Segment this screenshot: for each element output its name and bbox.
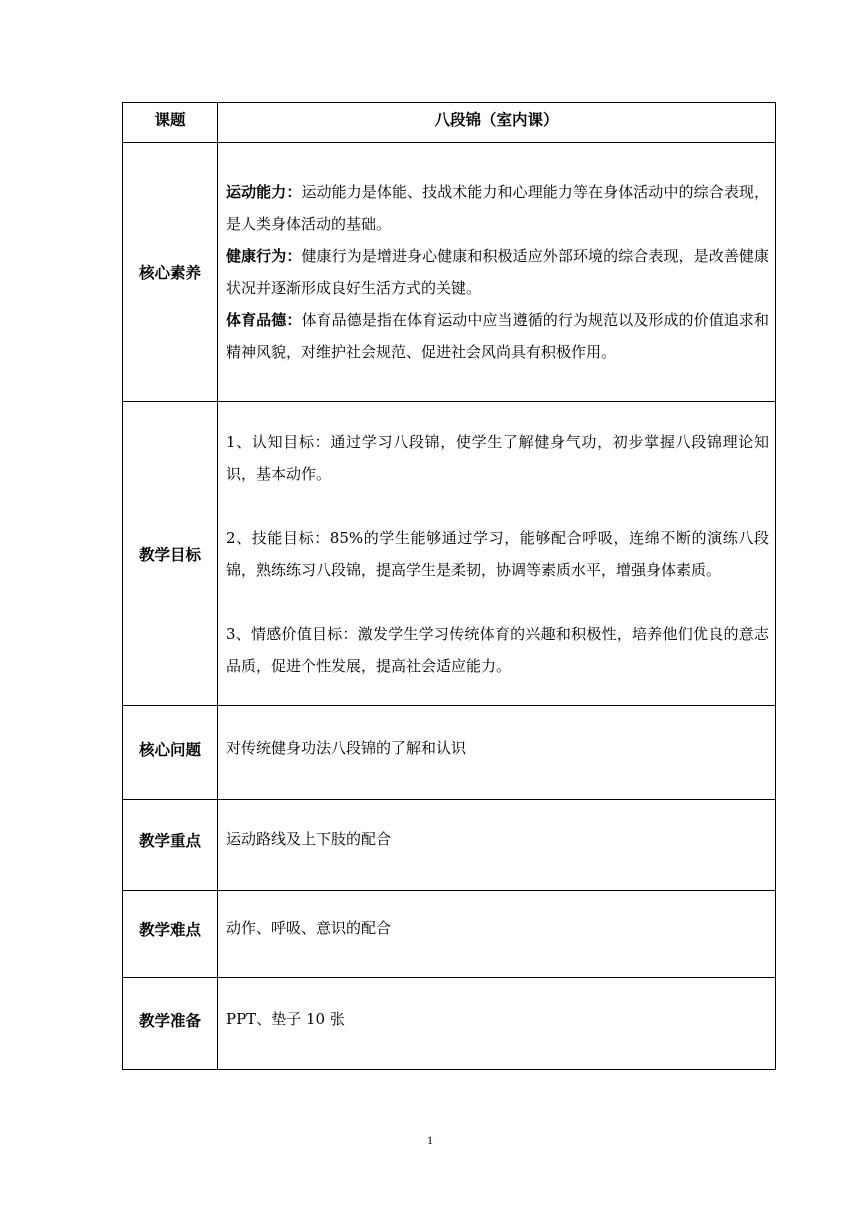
table-row-core-literacy bbox=[123, 143, 776, 402]
literacy-text: 体育品德是指在体育运动中应当遵循的行为规范以及形成的价值追求和精神风貌，对维护社会规范、促进社会风尚具有积极作用。 bbox=[226, 311, 769, 361]
goal-cognitive: 1、认知目标：通过学习八段锦，使学生了解健身气功，初步掌握八段锦理论知识，基本动作。 bbox=[226, 432, 769, 483]
table-row-core-question bbox=[123, 706, 776, 800]
literacy-text: 运动能力是体能、技战术能力和心理能力等在身体活动中的综合表现，是人类身体活动的基础。 bbox=[226, 183, 769, 233]
preparation-label: 教学准备 bbox=[123, 978, 218, 1070]
literacy-term: 健康行为： bbox=[226, 247, 302, 265]
spacer bbox=[226, 586, 769, 618]
difficulties-label: 教学难点 bbox=[123, 891, 218, 978]
spacer bbox=[226, 490, 769, 522]
lesson-title: 八段锦（室内课） bbox=[218, 103, 776, 143]
teaching-goals-content bbox=[218, 402, 776, 706]
difficulties-value: 动作、呼吸、意识的配合 bbox=[218, 891, 776, 978]
table-row-title bbox=[123, 103, 776, 143]
preparation-value: PPT、垫子 10 张 bbox=[218, 978, 776, 1070]
core-literacy-content bbox=[218, 143, 776, 402]
core-literacy-label: 核心素养 bbox=[123, 143, 218, 402]
literacy-item-motor bbox=[226, 176, 769, 240]
key-points-label: 教学重点 bbox=[123, 800, 218, 891]
title-label: 课题 bbox=[123, 103, 218, 143]
table-row-teaching-goals bbox=[123, 402, 776, 706]
lesson-plan-table bbox=[122, 102, 776, 1070]
literacy-term: 体育品德： bbox=[226, 311, 302, 329]
page-number: 1 bbox=[427, 1133, 433, 1147]
goal-affective: 3、情感价值目标：激发学生学习传统体育的兴趣和积极性，培养他们优良的意志品质，促进个性发展，提高社会适应能力。 bbox=[226, 624, 769, 675]
goal-skill: 2、技能目标：85%的学生能够通过学习，能够配合呼吸，连绵不断的演练八段锦，熟练练习八段锦，提高学生是柔韧，协调等素质水平，增强身体素质。 bbox=[226, 528, 769, 579]
core-question-label: 核心问题 bbox=[123, 706, 218, 800]
table-row-key-points bbox=[123, 800, 776, 891]
key-points-value: 运动路线及上下肢的配合 bbox=[218, 800, 776, 891]
table-row-difficulties bbox=[123, 891, 776, 978]
table-row-preparation bbox=[123, 978, 776, 1070]
literacy-text: 健康行为是增进身心健康和积极适应外部环境的综合表现，是改善健康状况并逐渐形成良好生活方式的关键。 bbox=[226, 247, 769, 297]
literacy-item-ethics bbox=[226, 304, 769, 368]
core-question-value: 对传统健身功法八段锦的了解和认识 bbox=[218, 706, 776, 800]
literacy-item-health bbox=[226, 240, 769, 304]
literacy-term: 运动能力： bbox=[226, 183, 302, 201]
teaching-goals-label: 教学目标 bbox=[123, 402, 218, 706]
